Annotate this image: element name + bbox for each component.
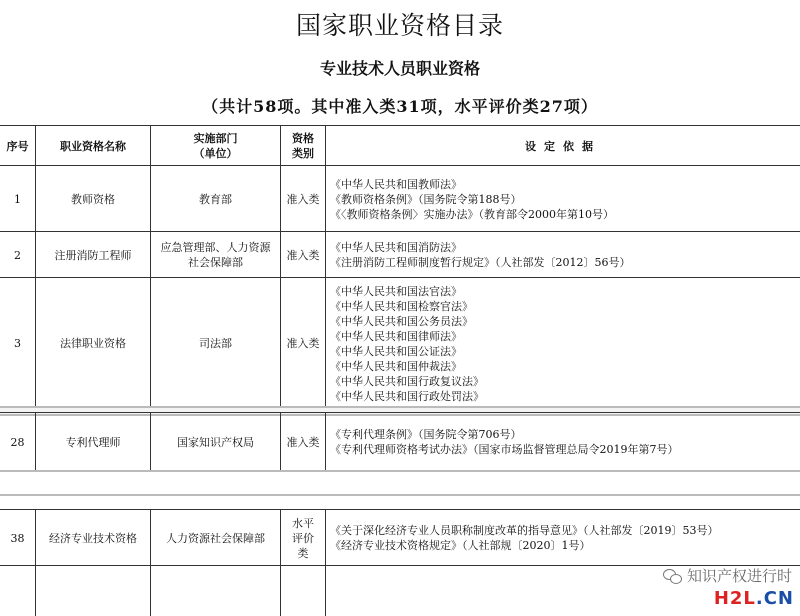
- header-no: 序号: [6, 139, 29, 153]
- basis-line: 《中华人民共和国行政复议法》: [330, 375, 484, 388]
- basis-line: 《中华人民共和国消防法》: [330, 241, 462, 254]
- basis-line: 《〈教师资格条例〉实施办法》（教育部令2000年第10号）: [330, 207, 614, 221]
- watermark-text: 知识产权进行时: [686, 567, 792, 585]
- row-dept: 人力资源社会保障部: [150, 510, 280, 566]
- row-type: 准入类: [280, 166, 325, 232]
- basis-line: 《中华人民共和国法官法》: [330, 285, 462, 298]
- brand-part1: H2L: [713, 588, 756, 609]
- row-type: 准入类: [280, 413, 325, 471]
- basis-line: 《专利代理师资格考试办法》（国家市场监督管理总局令2019年第7号）: [330, 443, 679, 456]
- document-subtitle: 专业技术人员职业资格: [319, 59, 480, 78]
- row-type: 准入类: [280, 232, 325, 278]
- document-summary: （共计58项。其中准入类31项，水平评价类27项）: [202, 97, 598, 116]
- table-row: [0, 231, 800, 278]
- brand-logo: [714, 588, 794, 609]
- row-name: 教师资格: [35, 166, 150, 232]
- basis-line: 《中华人民共和国行政处罚法》: [330, 390, 484, 403]
- row-basis: [325, 166, 800, 232]
- basis-line: 《中华人民共和国仲裁法》: [330, 360, 462, 373]
- table-row: [0, 277, 800, 408]
- row-basis: [325, 510, 800, 566]
- row-no: 38: [10, 531, 25, 545]
- row-no: 1: [14, 192, 21, 206]
- table-header-row: [0, 125, 800, 166]
- row-type: 水平评价类: [280, 510, 325, 566]
- header-basis: 设定依据: [325, 126, 800, 166]
- wechat-icon: [663, 568, 683, 584]
- row-basis: [325, 278, 800, 408]
- basis-line: 《中华人民共和国教师法》: [330, 177, 462, 191]
- table-row: [0, 509, 800, 566]
- watermark: [663, 565, 792, 586]
- row-dept: 国家知识产权局: [150, 413, 280, 471]
- basis-line: 《关于深化经济专业人员职称制度改革的指导意见》（人社部发〔2019〕53号）: [330, 524, 719, 537]
- basis-line: 《经济专业技术资格规定》（人社部规〔2020〕1号）: [330, 539, 591, 552]
- row-no: 3: [14, 336, 21, 350]
- basis-line: 《中华人民共和国检察官法》: [330, 300, 473, 313]
- document-title: 国家职业资格目录: [295, 11, 504, 40]
- brand-part2: .CN: [755, 588, 794, 609]
- row-type: 准入类: [280, 278, 325, 408]
- table-row: [0, 165, 800, 232]
- row-type-empty: [280, 566, 325, 616]
- row-dept-empty: [150, 566, 280, 616]
- row-basis: [325, 413, 800, 471]
- row-name: 法律职业资格: [35, 278, 150, 408]
- row-name: 经济专业技术资格: [35, 510, 150, 566]
- row-dept: 教育部: [150, 166, 280, 232]
- header-dept: 实施部门（单位）: [150, 126, 280, 166]
- row-dept: 应急管理部、人力资源社会保障部: [150, 232, 280, 278]
- row-name: 专利代理师: [35, 413, 150, 471]
- splice-divider: [0, 470, 800, 496]
- basis-line: 《中华人民共和国律师法》: [330, 330, 462, 343]
- basis-line: 《教师资格条例》（国务院令第188号）: [330, 192, 522, 206]
- basis-line: 《注册消防工程师制度暂行规定》（人社部发〔2012〕56号）: [330, 256, 631, 269]
- table-row: [0, 412, 800, 471]
- row-name-empty: [35, 566, 150, 616]
- row-basis: [325, 232, 800, 278]
- row-no: 28: [10, 435, 25, 449]
- row-dept: 司法部: [150, 278, 280, 408]
- header-name: 职业资格名称: [35, 126, 150, 166]
- basis-line: 《中华人民共和国公务员法》: [330, 315, 473, 328]
- row-no-empty: [0, 566, 35, 616]
- basis-line: 《中华人民共和国公证法》: [330, 345, 462, 358]
- row-no: 2: [14, 248, 21, 262]
- row-name: 注册消防工程师: [35, 232, 150, 278]
- header-type: 资格类别: [280, 126, 325, 166]
- basis-line: 《专利代理条例》（国务院令第706号）: [330, 428, 522, 441]
